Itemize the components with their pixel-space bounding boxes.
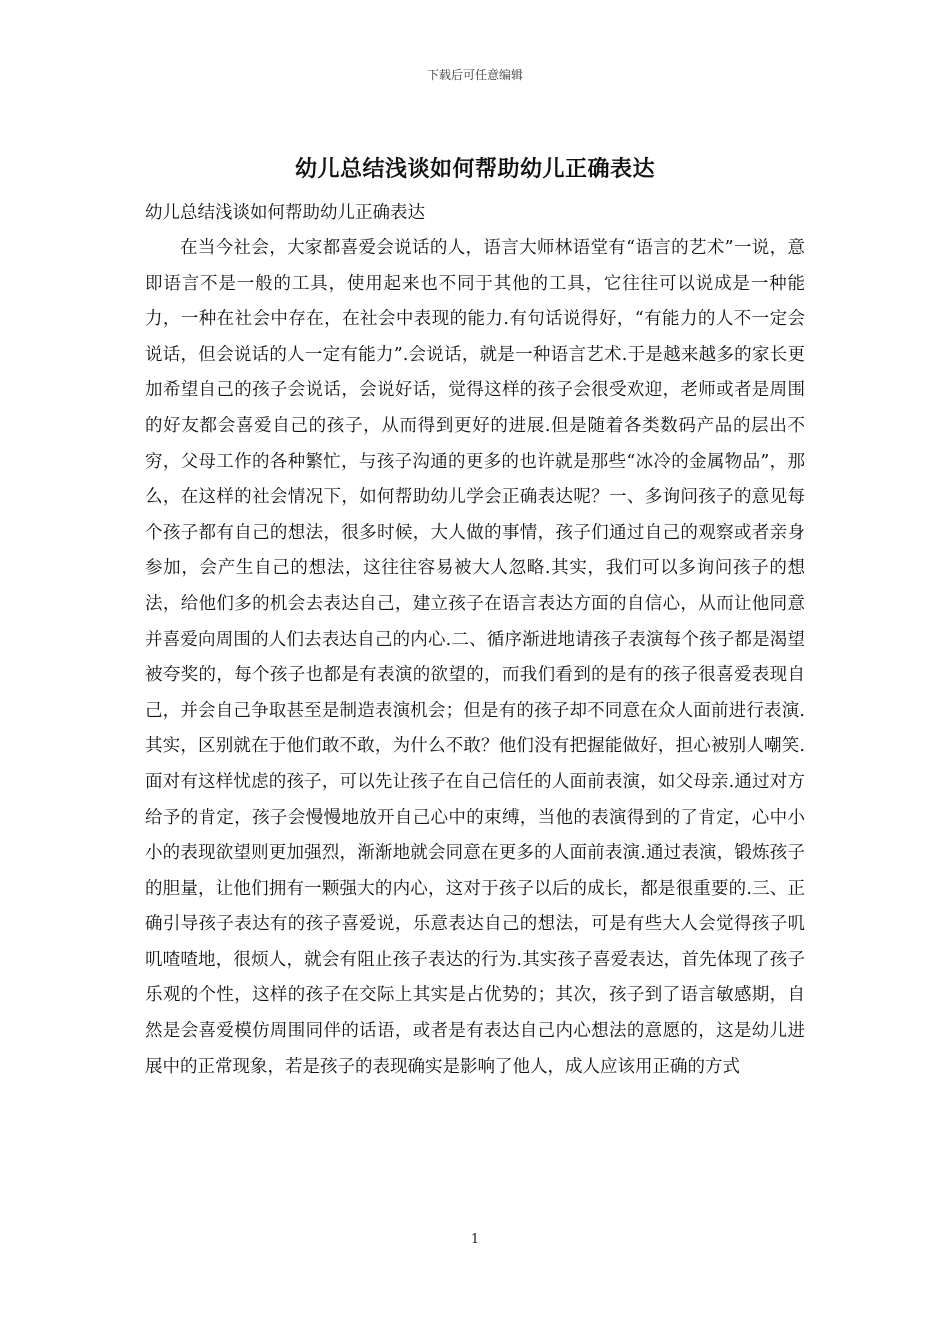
document-subtitle: 幼儿总结浅谈如何帮助幼儿正确表达 xyxy=(145,203,425,223)
document-title: 幼儿总结浅谈如何帮助幼儿正确表达 xyxy=(294,156,655,182)
page-number: 1 xyxy=(470,1232,480,1247)
page-header: 下载后可任意编辑 xyxy=(426,68,523,82)
body-paragraph: 在当今社会，大家都喜爱会说话的人，语言大师林语堂有“语言的艺术”一说，意即语言不是一般的工具，使用起来也不同于其他的工具，它往往可以说成是一种能力，一种在社会中存在，在社会中表现的能力.有句话说得好，“有能力的人不一定会说话，但会说话的人一定有能力”.会说话，就是一种语言艺术.于是越来越多的家长更加希望自己的孩子会说话，会说好话，觉得这样的孩子会很受欢迎，老师或者是周围的好友都会喜爱自己的孩子，从而得到更好的进展.但是随着各类数码产品的层出不穷，父母工作的各种繁忙，与孩子沟通的更多的也许就是那些“冰冷的金属物品”，那么，在这样的社会情况下，如何帮助幼儿学会正确表达呢？一、多询问孩子的意见每个孩子都有自己的想法，很多时候，大人做的事情，孩子们通过自己的观察或者亲身参加，会产生自己的想法，这往往容易被大人忽略.其实，我们可以多询问孩子的想法，给他们多的机会去表达自己，建立孩子在语言表达方面的自信心，从而让他同意并喜爱向周围的人们去表达自己的内心.二、循序渐进地请孩子表演每个孩子都是渴望被夸奖的，每个孩子也都是有表演的欲望的，而我们看到的是有的孩子很喜爱表现自己，并会自己争取甚至是制造表演机会；但是有的孩子却不同意在众人面前进行表演.其实，区别就在于他们敢不敢，为什么不敢？他们没有把握能做好，担心被别人嘲笑.面对有这样忧虑的孩子，可以先让孩子在自己信任的人面前表演，如父母亲.通过对方给予的肯定，孩子会慢慢地放开自己心中的束缚，当他的表演得到的了肯定，心中小小的表现欲望则更加强烈，渐渐地就会同意在更多的人面前表演.通过表演，锻炼孩子的胆量，让他们拥有一颗强大的内心，这对于孩子以后的成长，都是很重要的.三、正确引导孩子表达有的孩子喜爱说，乐意表达自己的想法，可是有些大人会觉得孩子叽叽喳喳地，很烦人，就会有阻止孩子表达的行为.其实孩子喜爱表达，首先体现了孩子乐观的个性，这样的孩子在交际上其实是占优势的；其次，孩子到了语言敏感期，自然是会喜爱模仿周围同伴的话语，或者是有表达自己内心想法的意愿的，这是幼儿进展中的正常现象，若是孩子的表现确实是影响了他人，成人应该用正确的方式 xyxy=(145,238,805,1077)
